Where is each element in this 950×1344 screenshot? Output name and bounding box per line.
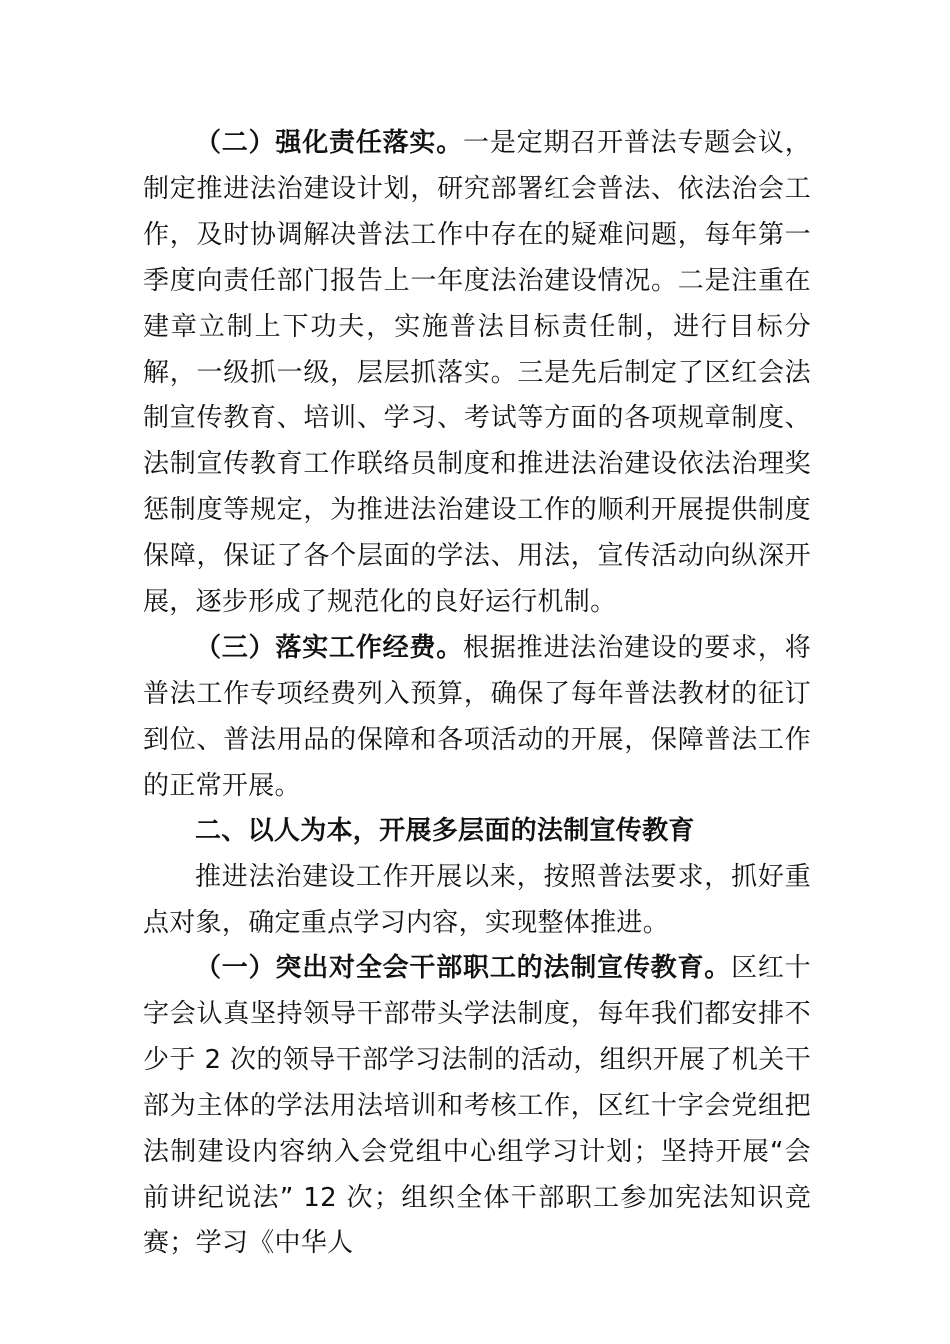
paragraph-lead: （一）突出对全会干部职工的法制宣传教育。 xyxy=(195,953,732,983)
section-intro: 推进法治建设工作开展以来，按照普法要求，抓好重点对象，确定重点学习内容，实现整体推进。 xyxy=(143,862,811,938)
paragraph-lead: （二）强化责任落实。 xyxy=(195,128,464,158)
section-heading: 二、以人为本，开展多层面的法制宣传教育 xyxy=(195,816,695,846)
paragraph-body: 区红十字会认真坚持领导干部带头学法制度，每年我们都安排不少于 2 次的领导干部学习法制的活动，组织开展了机关干部为主体的学法用法培训和考核工作，区红十字会党组把法制建设内容纳入会党组中心组学习计划；坚持开展“会前讲纪说法” 12 次；组织全体干部职工参加宪法知识竞赛；学习《中华人 xyxy=(143,953,811,1259)
paragraph-lead: （三）落实工作经费。 xyxy=(195,633,464,663)
paragraph-body: 根据推进法治建设的要求，将普法工作专项经费列入预算，确保了每年普法教材的征订到位、普法用品的保障和各项活动的开展，保障普法工作的正常开展。 xyxy=(143,633,811,801)
paragraph-responsibility xyxy=(143,121,811,626)
paragraph-body: 一是定期召开普法专题会议，制定推进法治建设计划，研究部署红会普法、依法治会工作，及时协调解决普法工作中存在的疑难问题，每年第一季度向责任部门报告上一年度法治建设情况。二是注重在建章立制上下功夫，实施普法目标责任制，进行目标分解，一级抓一级，层层抓落实。三是先后制定了区红会法制宣传教育、培训、学习、考试等方面的各项规章制度、法制宣传教育工作联络员制度和推进法治建设依法治理奖惩制度等规定，为推进法治建设工作的顺利开展提供制度保障，保证了各个层面的学法、用法，宣传活动向纵深开展，逐步形成了规范化的良好运行机制。 xyxy=(143,128,811,618)
paragraph-funding xyxy=(143,626,811,810)
paragraph-cadre-education xyxy=(143,946,811,1267)
